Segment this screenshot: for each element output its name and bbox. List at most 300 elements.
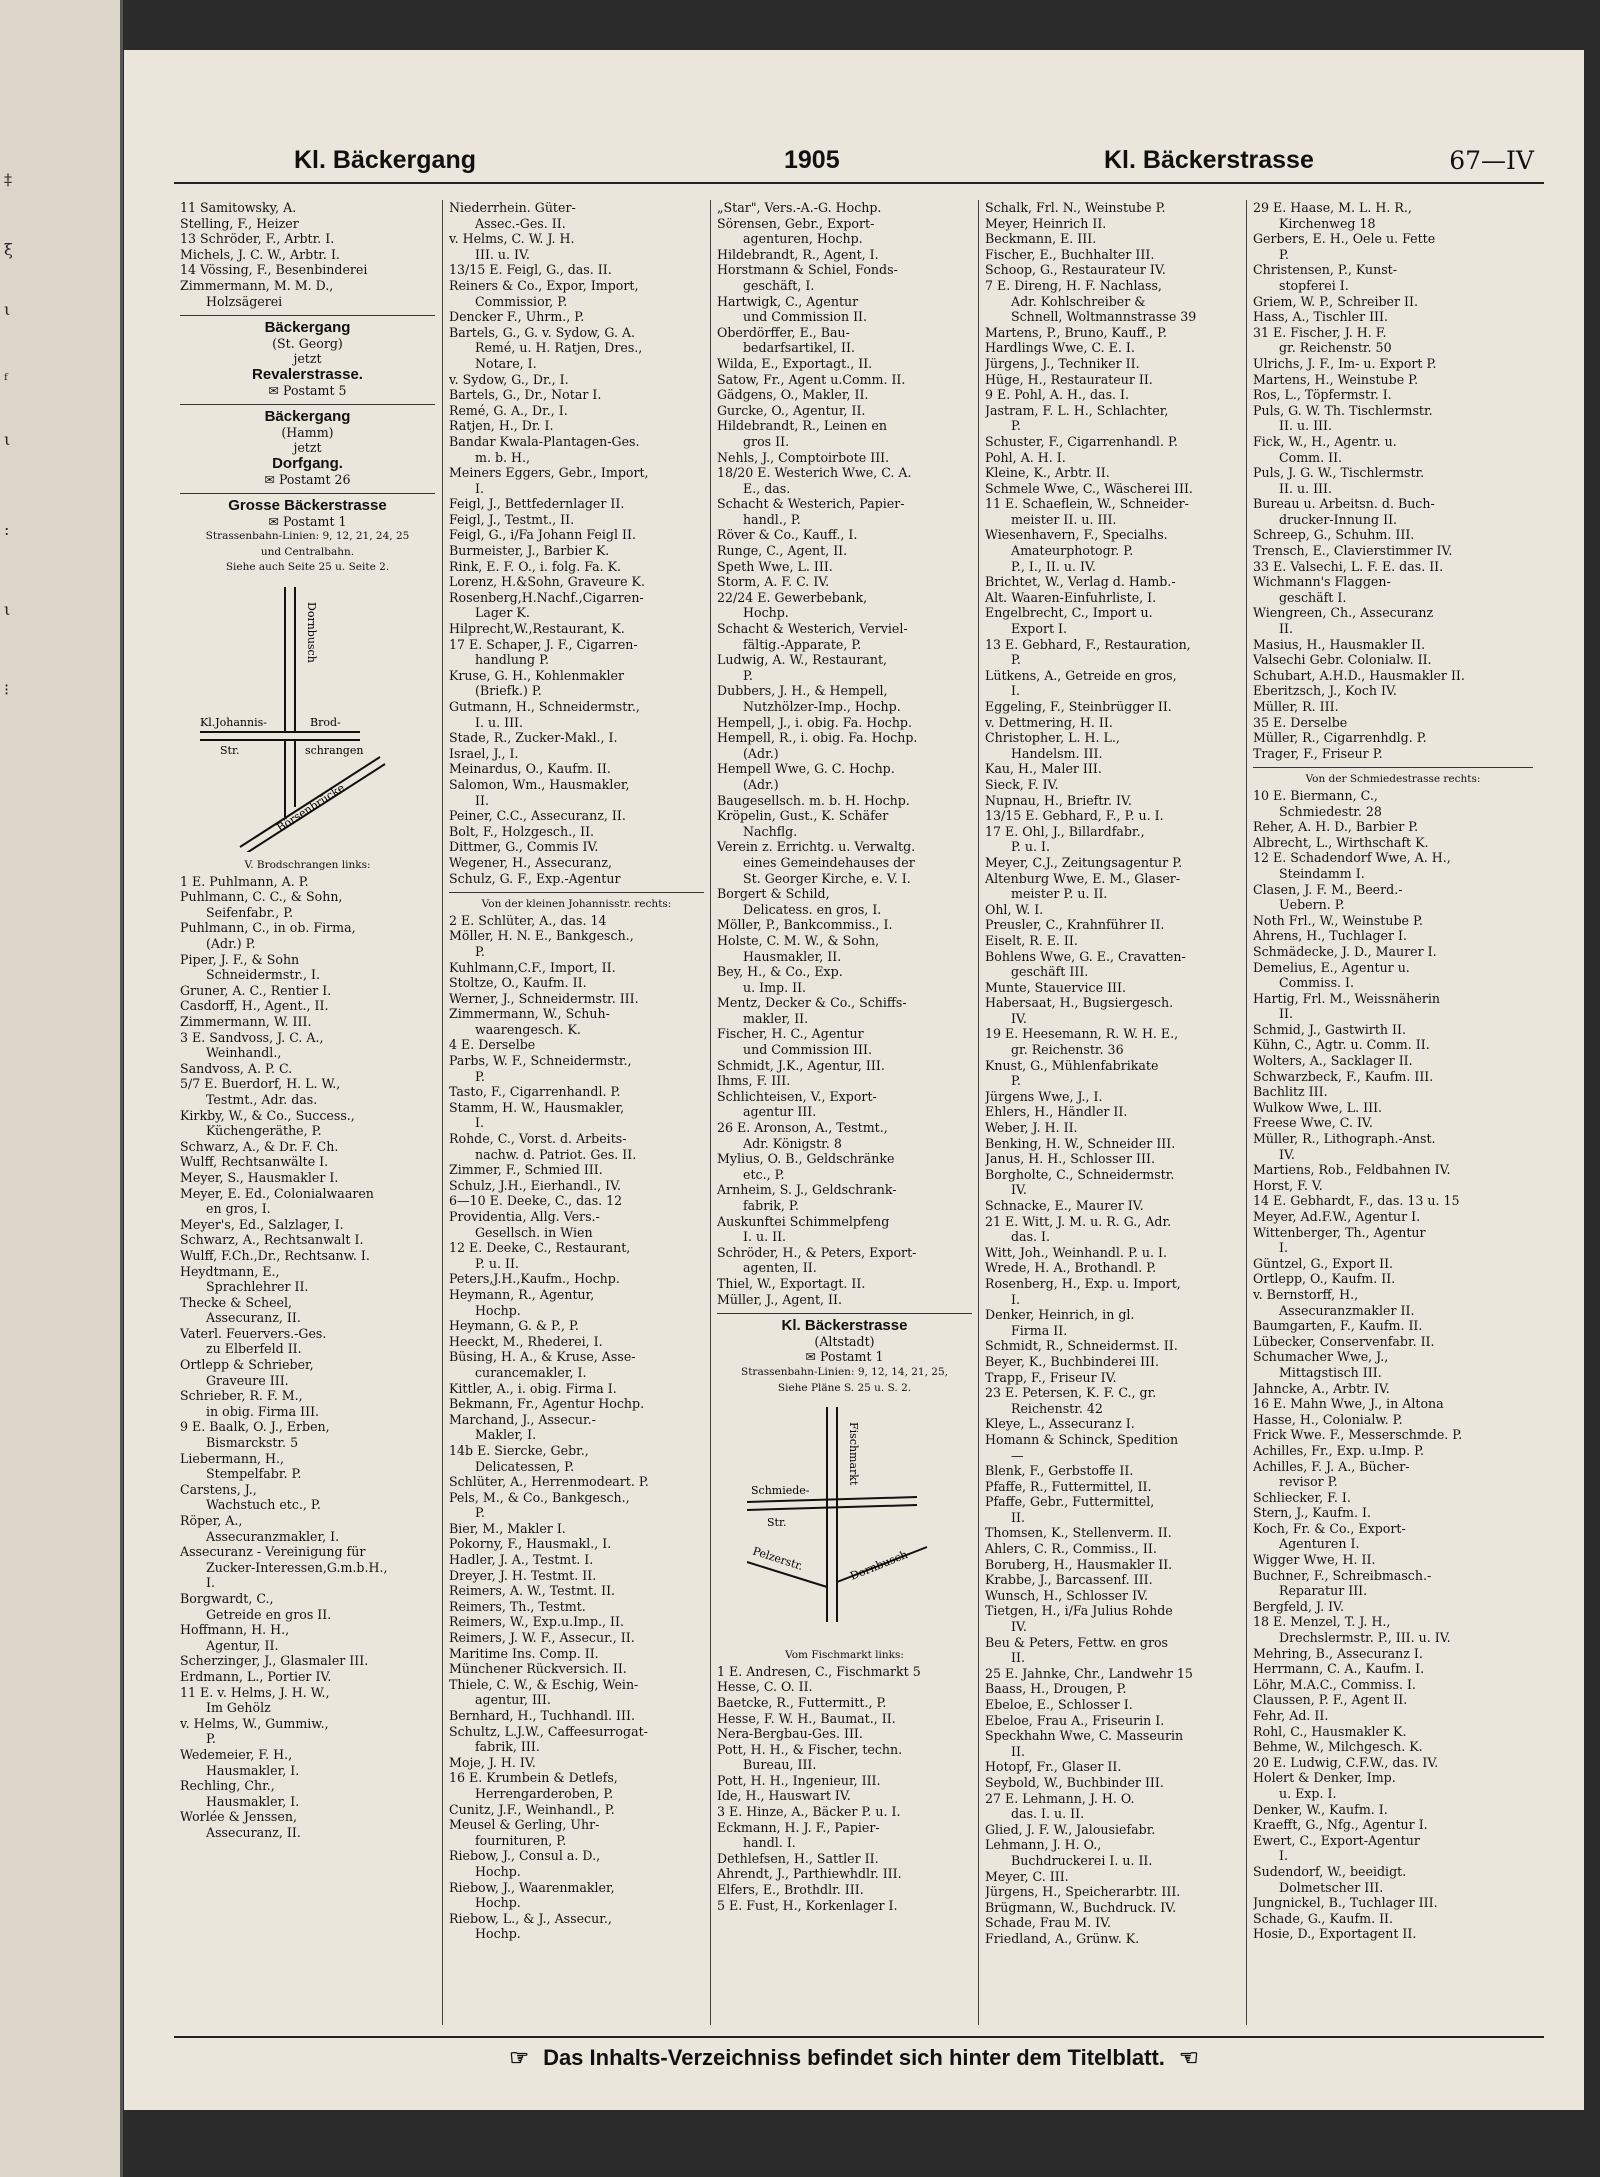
- directory-entry-line: Gutmann, H., Schneidermstr.,: [449, 699, 640, 714]
- directory-entry-line: Satow, Fr., Agent u.Comm. II.: [717, 371, 906, 387]
- directory-entry-line: Müller, R., Cigarrenhdlg. P.: [1253, 730, 1427, 746]
- directory-entry-line: Delicatess. en gros, I.: [743, 901, 882, 917]
- directory-entry-line: Sörensen, Gebr., Export-: [717, 215, 875, 231]
- directory-entry-line: Reimers, Th., Testmt.: [449, 1598, 586, 1614]
- column-2: [442, 200, 710, 2025]
- directory-entry-line: ✉ Postamt 5: [268, 382, 347, 398]
- directory-entry-line: Wulff, F.Ch.,Dr., Rechtsanw. I.: [180, 1247, 370, 1263]
- section-divider: [180, 404, 435, 405]
- directory-entry-line: Mehring, B., Assecuranz I.: [1253, 1645, 1423, 1661]
- directory-entry-line: Mylius, O. B., Geldschränke: [717, 1151, 895, 1167]
- directory-entry-line: Lübecker, Conservenfabr. II.: [1253, 1333, 1435, 1349]
- directory-entry-line: Bey, H., & Co., Exp.: [717, 964, 843, 980]
- directory-entry-line: Tietgen, H., i/Fa Julius Rohde: [985, 1603, 1173, 1619]
- directory-entry-line: Ihms, F. III.: [717, 1073, 791, 1089]
- directory-entry-line: Bartels, G., G. v. Sydow, G. A.: [449, 324, 636, 340]
- directory-entry-line: Michels, J. C. W., Arbtr. I.: [180, 246, 340, 262]
- map-street-right: Dornbusch: [848, 1548, 910, 1583]
- directory-entry-line: Runge, C., Agent, II.: [717, 543, 848, 559]
- directory-entry-line: Röver & Co., Kauff., I.: [717, 527, 858, 543]
- directory-entry-line: Piper, J. F., & Sohn: [180, 951, 300, 967]
- directory-entry-line: Lorenz, H.&Sohn, Graveure K.: [449, 574, 645, 590]
- directory-entry-line: Casdorff, H., Agent., II.: [180, 998, 329, 1014]
- directory-entry-line: Lütkens, A., Getreide en gros,: [985, 667, 1177, 683]
- directory-entry-line: Kuhlmann,C.F., Import, II.: [449, 959, 616, 975]
- directory-entry-line: Albrecht, L., Wirthschaft K.: [1253, 834, 1429, 850]
- directory-entry-line: Schacht & Westerich, Papier-: [717, 496, 905, 512]
- directory-entry-line: P.: [475, 1505, 485, 1521]
- street-heading: Bäckergang: [264, 409, 351, 425]
- directory-entry-line: Hosie, D., Exportagent II.: [1253, 1926, 1417, 1942]
- directory-entry-line: —: [1011, 1447, 1024, 1463]
- directory-entry-line: Agentur, II.: [206, 1637, 279, 1653]
- directory-entry-line: Munte, Stauervice III.: [985, 979, 1126, 995]
- directory-entry-line: v. Helms, C. W. J. H.: [449, 231, 575, 247]
- directory-entry-line: handl., P.: [743, 511, 801, 527]
- street-heading: Grosse Bäckerstrasse: [228, 498, 387, 514]
- directory-entry-line: meister P. u. II.: [1011, 886, 1108, 902]
- directory-entry-line: Zucker-Interessen,G.m.b.H.,: [206, 1559, 388, 1575]
- directory-entry-line: Wachstuch etc., P.: [206, 1497, 321, 1513]
- directory-entry-line: 16 E. Mahn Wwe, J., in Altona: [1253, 1396, 1444, 1412]
- directory-entry-line: Sudendorf, W., beeidigt.: [1253, 1863, 1407, 1879]
- directory-entry-line: Christopher, L. H. L.,: [985, 730, 1120, 746]
- directory-entry-line: II.: [1011, 1650, 1025, 1666]
- directory-entry-line: Kraefft, G., Nfg., Agentur I.: [1253, 1817, 1428, 1833]
- directory-entry-line: Wulff, Rechtsanwälte I.: [180, 1154, 329, 1170]
- street-heading: Kl. Bäckerstrasse: [781, 1318, 908, 1334]
- directory-entry-line: Schmädecke, J. D., Maurer I.: [1253, 943, 1437, 959]
- directory-entry-line: Hartig, Frl. M., Weissnäherin: [1253, 990, 1441, 1006]
- directory-entry-line: Horstmann & Schiel, Fonds-: [717, 262, 898, 278]
- directory-entry-line: E., das.: [743, 480, 791, 496]
- directory-entry-line: Engelbrecht, C., Import u.: [985, 605, 1153, 621]
- directory-entry-line: Bandar Kwala-Plantagen-Ges.: [449, 433, 640, 449]
- directory-entry-line: Hesse, F. W. H., Baumat., II.: [717, 1710, 896, 1726]
- directory-entry-line: Bernhard, H., Tuchhandl. III.: [449, 1708, 635, 1723]
- directory-entry-line: Möller, H. N. E., Bankgesch.,: [449, 928, 634, 944]
- directory-entry-line: Uebern. P.: [1279, 897, 1345, 913]
- directory-entry-line: Seifenfabr., P.: [206, 904, 294, 920]
- directory-entry-line: 9 E. Baalk, O. J., Erben,: [180, 1419, 330, 1435]
- directory-entry-line: Claussen, P. F., Agent II.: [1253, 1692, 1408, 1708]
- directory-entry-line: 13/15 E. Gebhard, F., P. u. I.: [985, 808, 1164, 824]
- directory-entry-line: 16 E. Krumbein & Detlefs,: [449, 1770, 618, 1786]
- directory-entry-line: I.: [1011, 1291, 1020, 1307]
- directory-entry-line: das. I.: [1011, 1229, 1051, 1245]
- directory-entry-line: Drechslermstr. P., III. u. IV.: [1279, 1630, 1451, 1646]
- directory-entry-line: Schmele Wwe, C., Wäscherei III.: [985, 480, 1193, 496]
- directory-entry-line: Heydtmann, E.,: [180, 1263, 280, 1279]
- directory-entry-line: Feigl, J., Bettfedernlager II.: [449, 496, 625, 512]
- directory-page: [124, 50, 1584, 2110]
- directory-entry-line: Graveure III.: [206, 1372, 289, 1388]
- directory-entry-line: Ebeloe, Frau A., Friseurin I.: [985, 1712, 1165, 1728]
- directory-entry-line: P.: [1011, 1073, 1021, 1089]
- directory-entry-line: Wittenberger, Th., Agentur: [1253, 1224, 1426, 1240]
- directory-entry-line: Meusel & Gerling, Uhr-: [449, 1817, 600, 1833]
- directory-entry-line: 19 E. Heesemann, R. W. H. E.,: [985, 1026, 1179, 1042]
- directory-entry-line: Baumgarten, F., Kaufm. II.: [1253, 1318, 1423, 1334]
- street-heading: Revalerstrasse.: [252, 366, 363, 383]
- directory-entry-line: Reher, A. H. D., Barbier P.: [1253, 819, 1419, 835]
- directory-entry-line: I.: [206, 1575, 215, 1591]
- directory-entry-line: III. u. IV.: [475, 246, 530, 262]
- directory-entry-line: I. u. II.: [743, 1229, 787, 1245]
- directory-entry-line: I.: [1279, 1848, 1288, 1864]
- directory-entry-line: 11 E. Schaeflein, W., Schneider-: [985, 496, 1189, 512]
- directory-entry-line: Benking, H. W., Schneider III.: [985, 1135, 1176, 1151]
- directory-entry-line: agenten, II.: [743, 1260, 817, 1276]
- directory-entry-line: Schade, G., Kaufm. II.: [1253, 1910, 1394, 1926]
- directory-entry-line: nachw. d. Patriot. Ges. II.: [475, 1146, 637, 1162]
- directory-entry-line: Sandvoss, A. P. C.: [180, 1060, 293, 1076]
- directory-entry-line: Vom Fischmarkt links:: [785, 1649, 904, 1662]
- directory-entry-line: etc., P.: [743, 1166, 785, 1182]
- directory-entry-line: Dreyer, J. H. Testmt. II.: [449, 1567, 597, 1583]
- directory-entry-line: Meyer's, Ed., Salzlager, I.: [180, 1216, 344, 1232]
- directory-entry-line: Beckmann, E. III.: [985, 231, 1097, 247]
- directory-entry-line: Wrede, H. A., Brothandl. P.: [985, 1260, 1157, 1276]
- directory-entry-line: Müller, R., Lithograph.-Anst.: [1253, 1131, 1436, 1147]
- directory-entry-line: 35 E. Derselbe: [1253, 714, 1348, 730]
- directory-entry-line: Salomon, Wm., Hausmakler,: [449, 776, 630, 792]
- directory-entry-line: Krabbe, J., Barcassenf. III.: [985, 1572, 1153, 1588]
- directory-entry-line: 31 E. Fischer, J. H. F.: [1253, 324, 1387, 340]
- column-5: [1246, 200, 1539, 2025]
- directory-entry-line: Meyer, C. III.: [985, 1868, 1069, 1884]
- directory-entry-line: Fischer, E., Buchhalter III.: [985, 246, 1155, 262]
- directory-entry-line: Bekmann, Fr., Agentur Hochp.: [449, 1396, 645, 1412]
- directory-entry-line: 22/24 E. Gewerbebank,: [717, 589, 868, 605]
- directory-entry-line: Hempell Wwe, G. C. Hochp.: [717, 761, 895, 777]
- directory-entry-line: Handelsm. III.: [1011, 745, 1103, 761]
- directory-entry-line: Schwarz, A., Rechtsanwalt I.: [180, 1232, 364, 1248]
- directory-entry-line: Elfers, E., Brothdlr. III.: [717, 1882, 864, 1898]
- directory-entry-line: Hausmakler, II.: [743, 948, 842, 964]
- directory-entry-line: 12 E. Schadendorf Wwe, A. H.,: [1253, 850, 1451, 866]
- directory-entry-line: Makler, I.: [475, 1427, 537, 1443]
- directory-entry-line: Martens, H., Weinstube P.: [1253, 371, 1419, 387]
- directory-entry-line: 3 E. Sandvoss, J. C. A.,: [180, 1029, 324, 1045]
- directory-entry-line: Rechling, Chr.,: [180, 1778, 275, 1794]
- directory-entry-line: Herrmann, C. A., Kaufm. I.: [1253, 1661, 1425, 1677]
- directory-entry-line: Schröder, H., & Peters, Export-: [717, 1244, 917, 1260]
- directory-entry-line: Puhlmann, C., in ob. Firma,: [180, 920, 356, 936]
- directory-entry-line: 9 E. Pohl, A. H., das. I.: [985, 387, 1130, 403]
- directory-entry-line: I.: [1011, 683, 1020, 699]
- directory-entry-line: Schrieber, R. F. M.,: [180, 1388, 303, 1404]
- directory-entry-line: Altenburg Wwe, E. M., Glaser-: [985, 870, 1181, 886]
- directory-entry-line: Büsing, H. A., & Kruse, Asse-: [449, 1349, 636, 1365]
- directory-entry-line: Jürgens Wwe, J., I.: [985, 1088, 1103, 1104]
- directory-entry-line: Hochp.: [743, 605, 789, 621]
- directory-entry-line: Assecuranz, II.: [206, 1310, 301, 1326]
- directory-entry-line: P.: [743, 667, 753, 683]
- directory-entry-line: Ortlepp & Schrieber,: [180, 1357, 314, 1373]
- directory-entry-line: Borgwardt, C.,: [180, 1590, 274, 1606]
- section-divider: [1253, 767, 1533, 768]
- directory-entry-line: Commiss. I.: [1279, 975, 1355, 991]
- directory-entry-line: agenturen, Hochp.: [743, 231, 863, 247]
- directory-entry-line: Wolters, A., Sacklager II.: [1253, 1053, 1413, 1069]
- directory-entry-line: Stade, R., Zucker-Makl., I.: [449, 730, 618, 746]
- directory-entry-line: Speth Wwe, L. III.: [717, 558, 833, 574]
- directory-entry-line: Christensen, P., Kunst-: [1253, 262, 1397, 278]
- directory-entry-line: Freese Wwe, C. IV.: [1253, 1115, 1373, 1131]
- pointing-hand-icon: ☞: [509, 2045, 529, 2070]
- directory-entry-line: Röper, A.,: [180, 1513, 243, 1528]
- street-map-1: [180, 582, 435, 852]
- directory-entry-line: P.: [475, 943, 485, 959]
- directory-entry-line: ✉ Postamt 1: [268, 513, 347, 529]
- directory-entry-line: Schultz, L.J.W., Caffeesurrogat-: [449, 1723, 648, 1739]
- directory-entry-line: II.: [1011, 1743, 1025, 1759]
- directory-entry-line: Schnell, Woltmannstrasse 39: [1011, 309, 1197, 325]
- directory-entry-line: Agenturen I.: [1279, 1536, 1360, 1552]
- directory-entry-line: Nera-Bergbau-Ges. III.: [717, 1726, 863, 1742]
- directory-entry-line: Zimmermann, W., Schuh-: [449, 1006, 610, 1022]
- directory-entry-line: 14 Vössing, F., Besenbinderei: [180, 262, 368, 278]
- directory-entry-line: Schumacher Wwe, J.,: [1253, 1349, 1389, 1365]
- directory-entry-line: stopferei I.: [1279, 277, 1349, 293]
- directory-entry-line: Hardlings Wwe, C. E. I.: [985, 340, 1135, 356]
- directory-entry-line: Bartels, G., Dr., Notar I.: [449, 387, 602, 403]
- directory-entry-line: Bohlens Wwe, G. E., Cravatten-: [985, 948, 1186, 964]
- directory-entry-line: Delicatessen, P.: [475, 1458, 575, 1474]
- map-street-bottom: Pelzerstr.: [751, 1544, 805, 1574]
- directory-entry-line: Gurcke, O., Agentur, II.: [717, 402, 866, 418]
- directory-entry-line: Schacht & Westerich, Verviel-: [717, 621, 908, 637]
- directory-entry-line: Herrengarderoben, P.: [475, 1785, 614, 1801]
- directory-entry-line: Dubbers, J. H., & Hempell,: [717, 683, 888, 699]
- directory-entry-line: Kleine, K., Arbtr. II.: [985, 465, 1110, 481]
- directory-entry-line: Lehmann, J. H. O.,: [985, 1837, 1102, 1853]
- directory-entry-line: 21 E. Witt, J. M. u. R. G., Adr.: [985, 1213, 1172, 1229]
- directory-entry-line: Siehe auch Seite 25 u. Seite 2.: [225, 561, 390, 574]
- directory-entry-line: Thiel, W., Exportagt. II.: [717, 1275, 866, 1291]
- directory-entry-line: Knust, G., Mühlenfabrikate: [985, 1057, 1159, 1073]
- directory-entry-line: Schulz, J.H., Eierhandl., IV.: [449, 1177, 622, 1193]
- directory-entry-line: Dethlefsen, H., Sattler II.: [717, 1850, 879, 1866]
- directory-entry-line: (Adr.) P.: [206, 936, 256, 952]
- directory-entry-line: Getreide en gros II.: [206, 1606, 332, 1622]
- directory-entry-line: Heeckt, M., Rhederei, I.: [449, 1333, 603, 1349]
- directory-entry-line: Assecuranzmakler II.: [1279, 1302, 1415, 1318]
- directory-entry-line: Brichtet, W., Verlag d. Hamb.-: [985, 574, 1176, 590]
- directory-entry-line: 25 E. Jahnke, Chr., Landwehr 15: [985, 1665, 1193, 1681]
- map-street-left: Schmiede-: [751, 1484, 810, 1498]
- directory-entry-line: „Star", Vers.-A.-G. Hochp.: [717, 200, 882, 215]
- directory-entry-line: Strassenbahn-Linien: 9, 12, 21, 24, 25: [205, 530, 410, 543]
- directory-entry-line: Carstens, J.,: [180, 1481, 257, 1497]
- directory-entry-line: Thecke & Scheel,: [180, 1294, 293, 1310]
- directory-entry-line: u. Imp. II.: [743, 979, 807, 995]
- directory-entry-line: Witt, Joh., Weinhandl. P. u. I.: [985, 1244, 1167, 1260]
- directory-entry-line: Peters,J.H.,Kaufm., Hochp.: [449, 1271, 620, 1287]
- directory-entry-line: Ebeloe, E., Schlosser I.: [985, 1697, 1133, 1712]
- directory-entry-line: Hempell, J., i. obig. Fa. Hochp.: [717, 714, 912, 730]
- directory-entry-line: (Hamm): [281, 424, 334, 440]
- directory-entry-line: Buchdruckerei I. u. II.: [1011, 1852, 1153, 1868]
- directory-entry-line: Baugesellsch. m. b. H. Hochp.: [717, 792, 910, 808]
- directory-entry-line: Valsechi Gebr. Colonialw. II.: [1253, 652, 1432, 668]
- street-map-2: [717, 1402, 972, 1642]
- directory-entry-line: Pott, H. H., & Fischer, techn.: [717, 1741, 903, 1757]
- directory-entry-line: Eiselt, R. E. II.: [985, 932, 1078, 948]
- directory-entry-line: Ohl, W. I.: [985, 901, 1044, 917]
- directory-entry-line: Behme, W., Milchgesch. K.: [1253, 1739, 1423, 1755]
- directory-entry-line: Amateurphotogr. P.: [1011, 543, 1134, 559]
- directory-entry-line: 3 E. Hinze, A., Bäcker P. u. I.: [717, 1804, 901, 1820]
- directory-entry-line: Müller, R. III.: [1253, 699, 1339, 714]
- directory-entry-line: Janus, H. H., Schlosser III.: [985, 1151, 1155, 1167]
- directory-entry-line: Assecuranzmakler, I.: [206, 1528, 340, 1544]
- directory-entry-line: u. Exp. I.: [1279, 1785, 1337, 1801]
- directory-entry-line: ✉ Postamt 1: [805, 1349, 884, 1365]
- directory-entry-line: Pohl, A. H. I.: [985, 449, 1066, 465]
- directory-entry-line: Ahrendt, J., Parthiewhdlr. III.: [717, 1866, 902, 1882]
- directory-entry-line: Rohl, C., Hausmakler K.: [1253, 1723, 1407, 1739]
- directory-entry-line: Frick Wwe. F., Messerschmde. P.: [1253, 1427, 1463, 1443]
- directory-entry-line: geschäft III.: [1011, 964, 1089, 980]
- directory-entry-line: bedarfsartikel, II.: [743, 340, 855, 356]
- header-year: 1905: [784, 146, 840, 174]
- directory-entry-line: Hildebrandt, R., Leinen en: [717, 418, 887, 434]
- directory-entry-line: Meiners Eggers, Gebr., Import,: [449, 465, 649, 481]
- directory-entry-line: Eggeling, F., Steinbrügger II.: [985, 699, 1172, 714]
- directory-entry-line: curancemakler, I.: [475, 1364, 587, 1380]
- directory-entry-line: Wilda, E., Exportagt., II.: [717, 355, 873, 371]
- map-street-right: Brod-: [310, 716, 341, 730]
- directory-entry-line: Kau, H., Maler III.: [985, 761, 1102, 777]
- directory-entry-line: geschäft, I.: [743, 277, 815, 293]
- directory-entry-line: Mittagstisch III.: [1279, 1364, 1382, 1380]
- directory-entry-line: (Adr.): [743, 776, 779, 792]
- directory-entry-line: Maritime Ins. Comp. II.: [449, 1645, 599, 1661]
- directory-entry-line: Boruberg, H., Hausmakler II.: [985, 1556, 1173, 1572]
- directory-entry-line: Clasen, J. F. M., Beerd.-: [1253, 881, 1403, 897]
- directory-entry-line: agentur III.: [743, 1104, 817, 1120]
- directory-entry-line: Borgert & Schild,: [717, 886, 830, 902]
- directory-entry-line: 1 E. Puhlmann, A. P.: [180, 873, 309, 889]
- directory-entry-line: Gesellsch. in Wien: [475, 1224, 593, 1240]
- page-header: [174, 142, 1544, 184]
- directory-entry-line: Hass, A., Tischler III.: [1253, 309, 1389, 325]
- directory-entry-line: Eberitzsch, J., Koch IV.: [1253, 683, 1397, 699]
- directory-entry-line: Moje, J. H. IV.: [449, 1754, 536, 1770]
- directory-entry-line: Reparatur III.: [1279, 1583, 1368, 1599]
- directory-entry-line: IV.: [1011, 1010, 1027, 1026]
- directory-entry-line: gr. Reichenstr. 36: [1011, 1042, 1124, 1058]
- directory-entry-line: Seybold, W., Buchbinder III.: [985, 1774, 1164, 1790]
- directory-entry-line: 18/20 E. Westerich Wwe, C. A.: [717, 465, 912, 481]
- directory-entry-line: Nupnau, H., Brieftr. IV.: [985, 792, 1132, 808]
- directory-entry-line: gros II.: [743, 433, 790, 449]
- directory-entry-line: Baetcke, R., Futtermitt., P.: [717, 1694, 887, 1710]
- directory-entry-line: Bureau, III.: [743, 1757, 817, 1773]
- directory-entry-line: Hasse, H., Colonialw. P.: [1253, 1411, 1403, 1427]
- directory-entry-line: Steindamm I.: [1279, 865, 1365, 881]
- directory-entry-line: Jastram, F. L. H., Schlachter,: [985, 402, 1169, 418]
- directory-entry-line: fournituren, P.: [475, 1832, 567, 1848]
- directory-entry-line: handl. I.: [743, 1835, 796, 1851]
- directory-entry-line: Kühn, C., Agtr. u. Comm. II.: [1253, 1037, 1430, 1053]
- directory-entry-line: 11 E. v. Helms, J. H. W.,: [180, 1684, 330, 1700]
- directory-entry-line: 2 E. Schlüter, A., das. 14: [449, 912, 607, 928]
- directory-entry-line: Sieck, F. IV.: [985, 776, 1059, 792]
- directory-entry-line: Bergfeld, J. IV.: [1253, 1598, 1344, 1614]
- directory-entry-line: Scherzinger, J., Glasmaler III.: [180, 1653, 369, 1669]
- directory-entry-line: Trapp, F., Friseur IV.: [985, 1369, 1117, 1385]
- directory-entry-line: P. u. II.: [475, 1255, 519, 1271]
- directory-entry-line: I.: [1279, 1240, 1288, 1256]
- directory-entry-line: Storm, A. F. C. IV.: [717, 574, 830, 590]
- directory-entry-line: Wunsch, H., Schlosser IV.: [985, 1587, 1148, 1603]
- directory-entry-line: Reimers, W., Exp.u.Imp., II.: [449, 1614, 625, 1630]
- directory-entry-line: Oberdörffer, E., Bau-: [717, 324, 850, 340]
- directory-entry-line: Puhlmann, C. C., & Sohn,: [180, 889, 343, 905]
- directory-entry-line: Hadler, J. A., Testmt. I.: [449, 1552, 594, 1568]
- directory-entry-line: Löhr, M.A.C., Commiss. I.: [1253, 1676, 1416, 1692]
- section-divider: [717, 1313, 972, 1314]
- directory-entry-line: Hesse, C. O. II.: [717, 1679, 813, 1695]
- directory-entry-line: Wulkow Wwe, L. III.: [1253, 1099, 1383, 1115]
- directory-entry-line: waarengesch. K.: [475, 1021, 581, 1037]
- directory-entry-line: v. Dettmering, H. II.: [985, 714, 1113, 730]
- directory-entry-line: jetzt: [293, 351, 322, 367]
- directory-entry-line: Puls, G. W. Th. Tischlermstr.: [1253, 402, 1433, 418]
- directory-entry-line: IV.: [1279, 1146, 1295, 1162]
- directory-entry-line: 4 E. Derselbe: [449, 1037, 536, 1053]
- directory-entry-line: Adr. Königstr. 8: [743, 1135, 842, 1151]
- directory-entry-line: Vaterl. Feuervers.-Ges.: [180, 1325, 327, 1341]
- directory-entry-line: Nehls, J., Comptoirbote III.: [717, 449, 890, 465]
- directory-entry-line: und Commission II.: [743, 309, 868, 325]
- directory-entry-line: Eckmann, H. J. F., Papier-: [717, 1819, 880, 1835]
- directory-entry-line: Providentia, Allg. Vers.-: [449, 1209, 600, 1224]
- directory-entry-line: Hempell, R., i. obig. Fa. Hochp.: [717, 730, 918, 746]
- directory-entry-line: Schliecker, F. I.: [1253, 1489, 1351, 1505]
- directory-entry-line: Reimers, J. W. F., Assecur., II.: [449, 1630, 635, 1646]
- directory-entry-line: Bismarckstr. 5: [206, 1435, 299, 1451]
- directory-entry-line: Liebermann, H.,: [180, 1450, 285, 1466]
- directory-entry-line: Küchengeräthe, P.: [206, 1123, 322, 1139]
- directory-entry-line: Möller, P., Bankcommiss., I.: [717, 917, 893, 933]
- directory-entry-line: Hotopf, Fr., Glaser II.: [985, 1759, 1122, 1775]
- directory-entry-line: Schwarz, A., & Dr. F. Ch.: [180, 1138, 339, 1154]
- directory-entry-line: Jürgens, H., Speicherarbtr. III.: [985, 1884, 1181, 1900]
- directory-entry-line: Schuster, F., Cigarrenhandl. P.: [985, 433, 1178, 449]
- directory-entry-line: P., I., II. u. IV.: [1011, 558, 1096, 574]
- directory-entry-line: IV.: [1011, 1619, 1027, 1635]
- directory-entry-line: Pokorny, F., Hausmakl., I.: [449, 1536, 612, 1552]
- directory-entry-line: Bier, M., Makler I.: [449, 1520, 566, 1536]
- directory-entry-line: Kirkby, W., & Co., Success.,: [180, 1107, 355, 1123]
- directory-entry-line: Noth Frl., W., Weinstube P.: [1253, 912, 1423, 928]
- map-street-vertical: Fischmarkt: [847, 1422, 860, 1486]
- directory-entry-line: Baass, H., Drougen, P.: [985, 1681, 1127, 1697]
- directory-entry-line: Firma II.: [1011, 1322, 1068, 1338]
- directory-entry-line: Kruse, G. H., Kohlenmakler: [449, 667, 625, 683]
- section-divider: [449, 892, 704, 893]
- directory-entry-line: Hochp.: [475, 1302, 521, 1318]
- directory-entry-line: Verein z. Errichtg. u. Verwaltg.: [717, 839, 916, 855]
- directory-entry-line: II. u. III.: [1279, 480, 1333, 496]
- directory-entry-line: Remé, G. A., Dr., I.: [449, 402, 568, 418]
- footer-note: [124, 2045, 1584, 2071]
- directory-entry-line: Hoffmann, H. H.,: [180, 1622, 290, 1638]
